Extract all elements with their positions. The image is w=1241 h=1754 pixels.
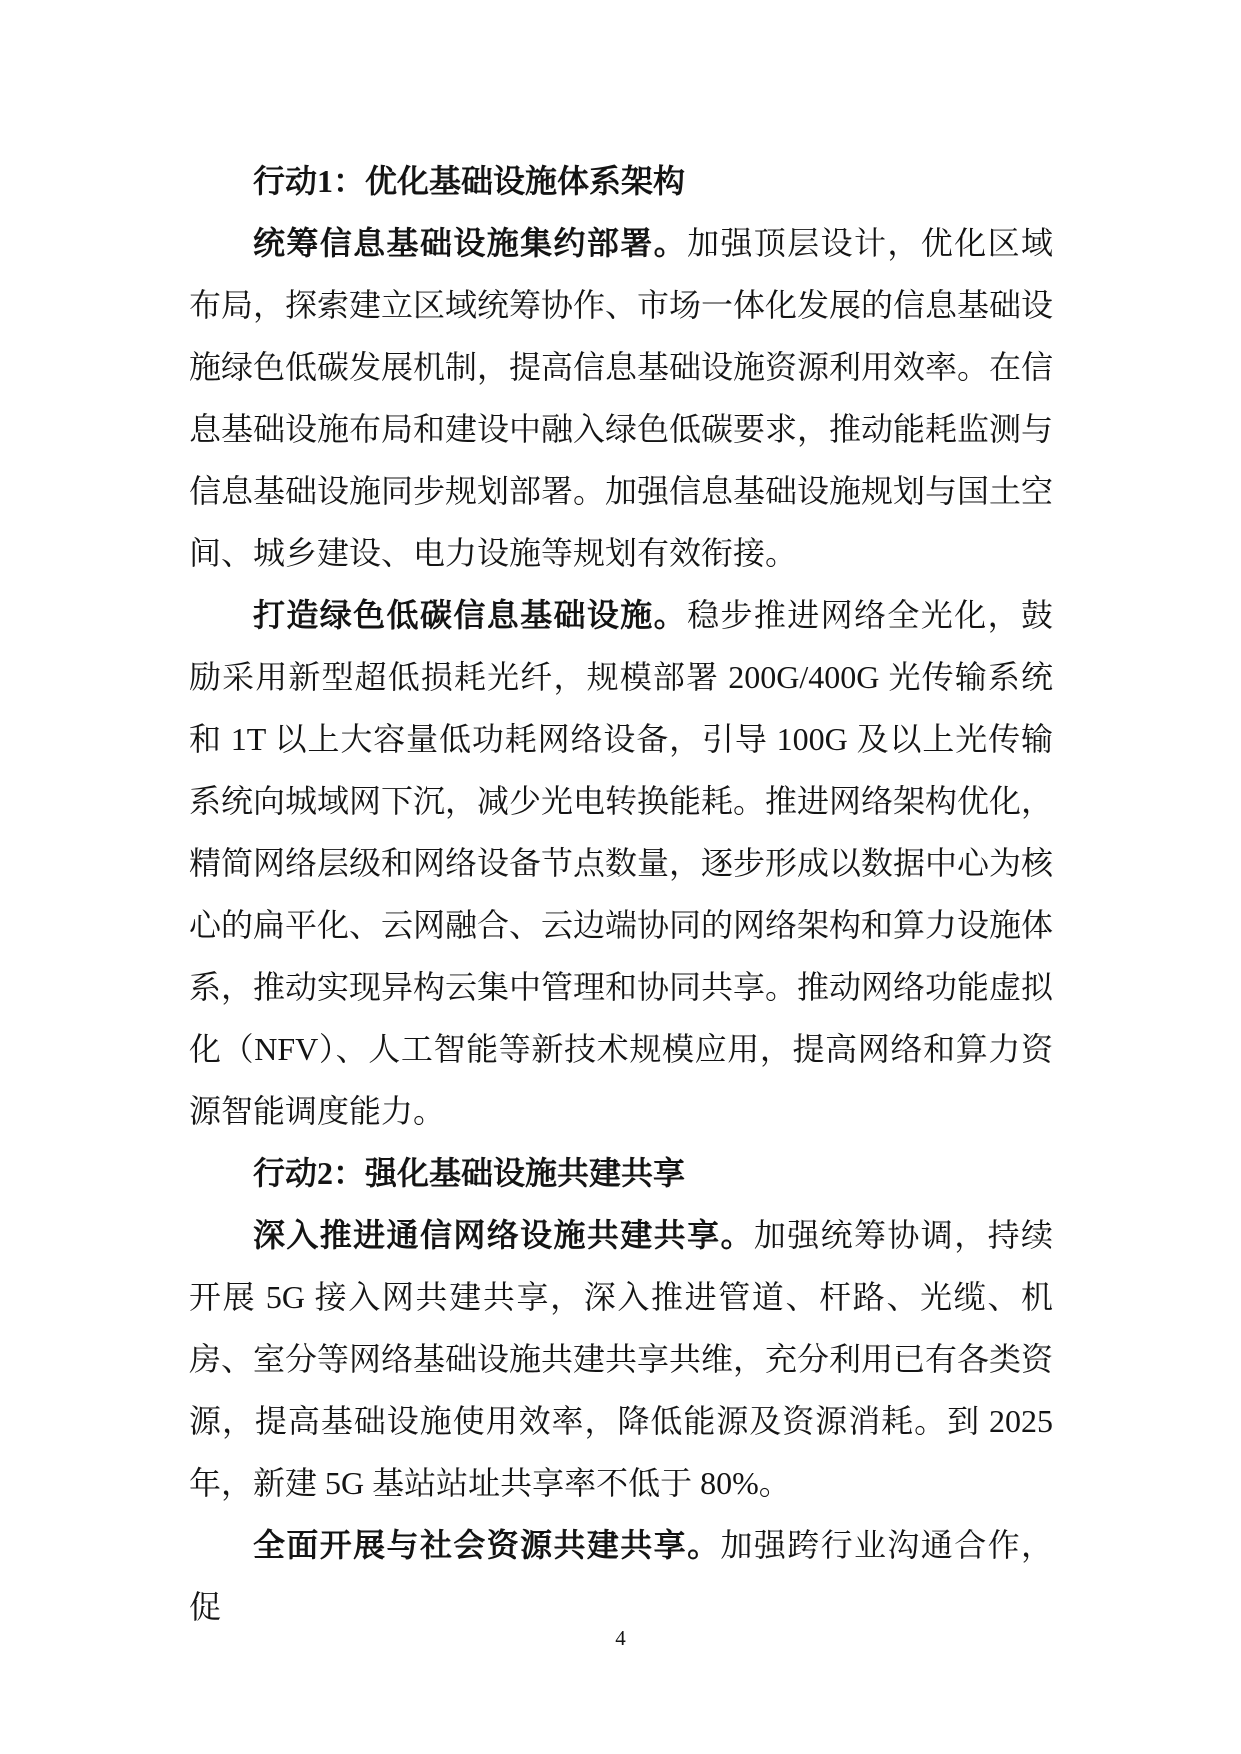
paragraph-green-low-carbon-infrastructure: [189, 584, 1053, 1142]
paragraph-lead-sentence: 全面开展与社会资源共建共享。: [253, 1527, 721, 1563]
action-2-heading: [189, 1142, 1053, 1204]
action-1-heading: [189, 150, 1053, 212]
paragraph-body-text: 稳步推进网络全光化，鼓励采用新型超低损耗光纤，规模部署 200G/400G 光传输系统和 1T 以上大容量低功耗网络设备，引导 100G 及以上光传输系统向城域网下沉，减少光电转换能耗。推进网络架构优化，精简网络层级和网络设备节点数量，逐步形成以数据中心为核心的扁平化、云网融合、云边端协同的网络架构和算力设施体系，推动实现异构云集中管理和协同共享。推动网络功能虚拟化（NFV）、人工智能等新技术规模应用，提高网络和算力资源智能调度能力。: [189, 597, 1054, 1129]
action-1-heading-text: 行动1：优化基础设施体系架构: [253, 163, 686, 199]
page-footer: [0, 1624, 1241, 1652]
action-2-heading-text: 行动2：强化基础设施共建共享: [253, 1155, 686, 1191]
page-number: 4: [615, 1626, 626, 1650]
paragraph-body-text: 加强统筹协调，持续开展 5G 接入网共建共享，深入推进管道、杆路、光缆、机房、室分等网络基础设施共建共享共维，充分利用已有各类资源，提高基础设施使用效率，降低能源及资源消耗。到 2025 年，新建 5G 基站站址共享率不低于 80%。: [189, 1217, 1054, 1501]
paragraph-coordinate-deployment: [189, 212, 1053, 584]
paragraph-lead-sentence: 打造绿色低碳信息基础设施。: [253, 597, 688, 633]
document-body: [189, 150, 1053, 1638]
paragraph-social-resources-sharing: [189, 1514, 1053, 1638]
paragraph-body-text: 加强顶层设计，优化区域布局，探索建立区域统筹协作、市场一体化发展的信息基础设施绿色低碳发展机制，提高信息基础设施资源利用效率。在信息基础设施布局和建设中融入绿色低碳要求，推动能耗监测与信息基础设施同步规划部署。加强信息基础设施规划与国土空间、城乡建设、电力设施等规划有效衔接。: [189, 225, 1054, 571]
paragraph-lead-sentence: 深入推进通信网络设施共建共享。: [253, 1217, 754, 1253]
paragraph-lead-sentence: 统筹信息基础设施集约部署。: [253, 225, 688, 261]
paragraph-network-co-build-co-share: [189, 1204, 1053, 1514]
paragraph-body-text: 加强跨行业沟通合作，促: [189, 1527, 1053, 1625]
